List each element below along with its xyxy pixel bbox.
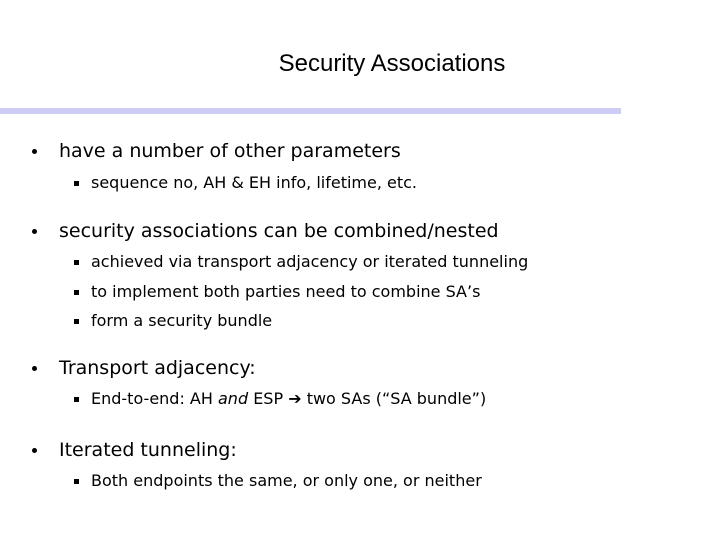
sub-bullet: [91, 284, 480, 300]
sub-bullet-text: achieved via transport adjacency or iterated tunneling: [91, 252, 529, 271]
bullet-3: [59, 359, 256, 378]
bullet-text: have a number of other parameters: [59, 140, 401, 162]
bullet-4: [59, 441, 237, 460]
sub-bullet: [91, 473, 482, 489]
square-bullet-icon: [74, 319, 79, 324]
italic-text: and: [218, 389, 249, 408]
sub-bullet-text: sequence no, AH & EH info, lifetime, etc.: [91, 173, 418, 192]
sub-bullet-text: form a security bundle: [91, 311, 273, 330]
sub-bullet-text: End-to-end: AH: [91, 389, 218, 408]
bullet-dot-icon: [32, 149, 37, 154]
square-bullet-icon: [74, 260, 79, 265]
sub-bullet: [91, 313, 272, 329]
square-bullet-icon: [74, 181, 79, 186]
bullet-text: security associations can be combined/nested: [59, 220, 499, 242]
bullet-2: [59, 222, 499, 241]
square-bullet-icon: [74, 290, 79, 295]
sub-bullet: [91, 254, 528, 270]
sub-bullet-text: two SAs (“SA bundle”): [301, 389, 487, 408]
sub-bullet: [91, 175, 417, 191]
sub-bullet: [91, 391, 486, 407]
bullet-dot-icon: [32, 229, 37, 234]
slide-title: Security Associations: [278, 50, 506, 77]
bullet-dot-icon: [32, 366, 37, 371]
title-divider: [0, 108, 621, 114]
sub-bullet-text: ESP: [248, 389, 289, 408]
sub-bullet-text: to implement both parties need to combine SA’s: [91, 282, 481, 301]
square-bullet-icon: [74, 479, 79, 484]
bullet-text: Transport adjacency:: [59, 357, 256, 379]
bullet-dot-icon: [32, 448, 37, 453]
bullet-text: Iterated tunneling:: [59, 439, 237, 461]
bullet-1: [59, 142, 401, 161]
sub-bullet-text: Both endpoints the same, or only one, or neither: [91, 471, 482, 490]
square-bullet-icon: [74, 397, 79, 402]
arrow-right-icon: ➔: [288, 389, 302, 408]
